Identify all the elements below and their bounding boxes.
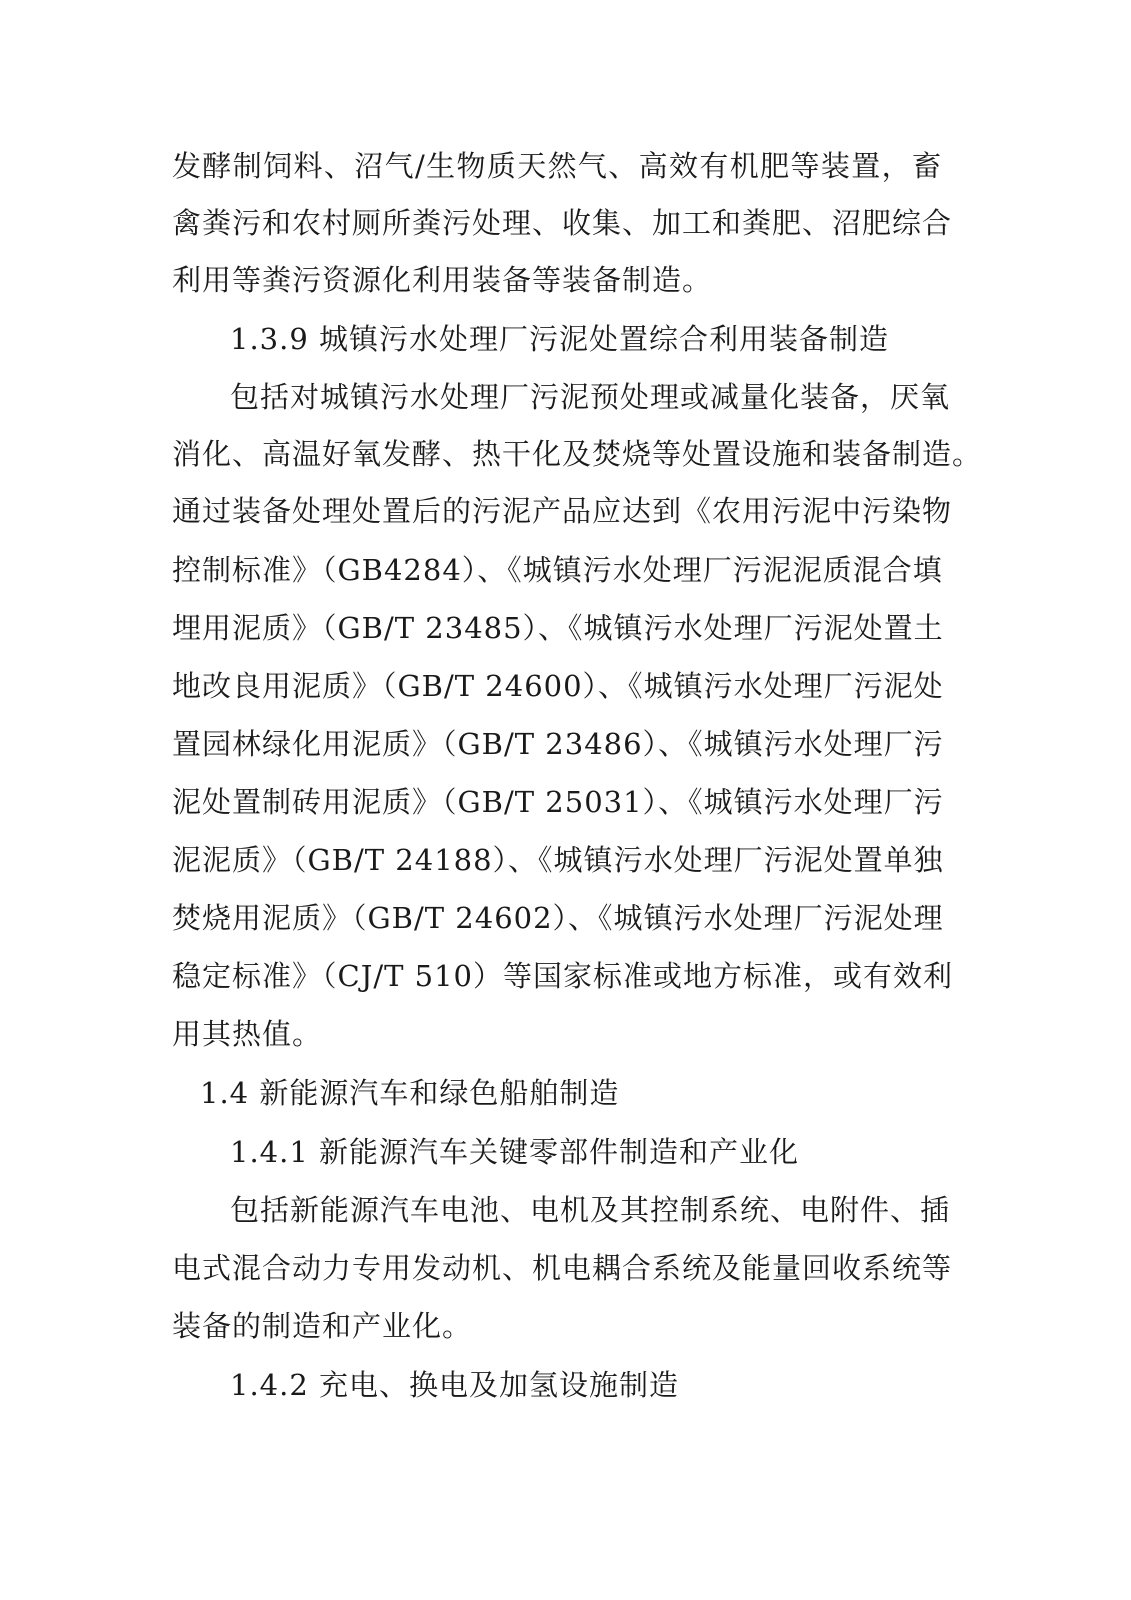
text-line: 用其热值。 — [172, 1017, 323, 1051]
section-heading-1-4-1: 1.4.1 新能源汽车关键零部件制造和产业化 — [230, 1135, 800, 1169]
text-line: 控制标准》（GB4284）、《城镇污水处理厂污泥泥质混合填 — [172, 553, 943, 587]
text-line: 装备的制造和产业化。 — [172, 1309, 473, 1343]
section-heading-1-4: 1.4 新能源汽车和绿色船舶制造 — [200, 1076, 620, 1110]
text-line: 泥泥质》（GB/T 24188）、《城镇污水处理厂污泥处置单独 — [172, 843, 944, 877]
text-line: 电式混合动力专用发动机、机电耦合系统及能量回收系统等 — [172, 1251, 953, 1285]
text-line: 置园林绿化用泥质》（GB/T 23486）、《城镇污水处理厂污 — [172, 727, 944, 761]
text-line: 通过装备处理处置后的污泥产品应达到《农用污泥中污染物 — [172, 494, 953, 528]
text-line: 消化、高温好氧发酵、热干化及焚烧等处置设施和装备制造。 — [172, 437, 983, 471]
text-line: 包括新能源汽车电池、电机及其控制系统、电附件、插 — [230, 1193, 951, 1227]
text-line: 焚烧用泥质》（GB/T 24602）、《城镇污水处理厂污泥处理 — [172, 901, 944, 935]
section-heading-1-3-9: 1.3.9 城镇污水处理厂污泥处置综合利用装备制造 — [230, 322, 890, 356]
text-line: 利用等粪污资源化利用装备等装备制造。 — [172, 263, 713, 297]
text-line: 发酵制饲料、沼气/生物质天然气、高效有机肥等装置，畜 — [172, 149, 942, 183]
text-line: 禽粪污和农村厕所粪污处理、收集、加工和粪肥、沼肥综合 — [172, 206, 953, 240]
section-heading-1-4-2: 1.4.2 充电、换电及加氢设施制造 — [230, 1368, 680, 1402]
text-line: 稳定标准》（CJ/T 510）等国家标准或地方标准，或有效利 — [172, 959, 953, 993]
text-line: 包括对城镇污水处理厂污泥预处理或减量化装备，厌氧 — [230, 380, 951, 414]
text-line: 泥处置制砖用泥质》（GB/T 25031）、《城镇污水处理厂污 — [172, 785, 944, 819]
text-line: 地改良用泥质》（GB/T 24600）、《城镇污水处理厂污泥处 — [172, 669, 944, 703]
text-line: 埋用泥质》（GB/T 23485）、《城镇污水处理厂污泥处置土 — [172, 611, 944, 645]
